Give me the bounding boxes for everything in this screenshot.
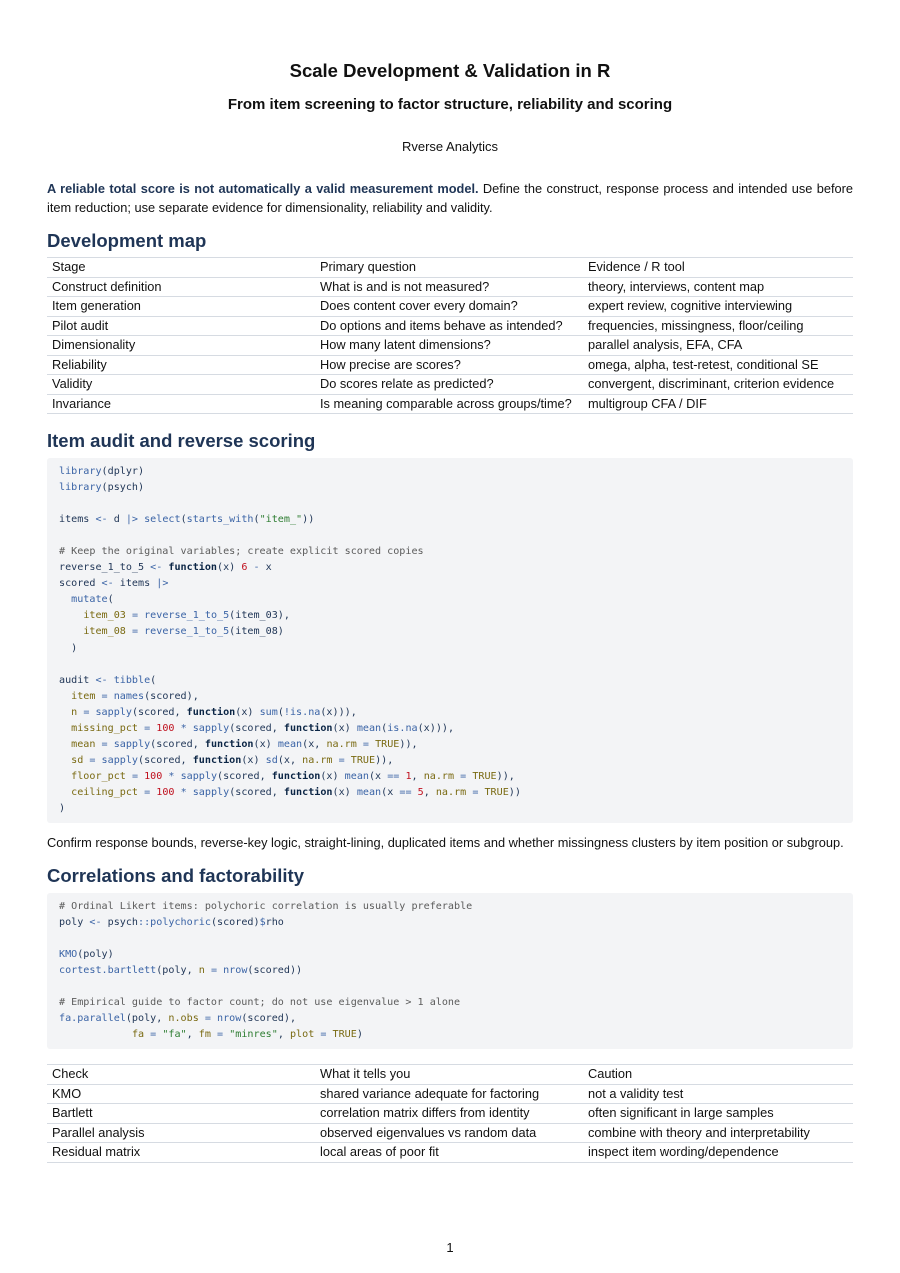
table-cell: not a validity test <box>583 1084 853 1104</box>
table-cell: inspect item wording/dependence <box>583 1143 853 1163</box>
document-subtitle: From item screening to factor structure, reliability and scoring <box>227 96 673 113</box>
table-header-cell: What it tells you <box>315 1065 583 1085</box>
table-cell: How many latent dimensions? <box>315 336 583 356</box>
table-row <box>47 1084 853 1104</box>
table-cell: shared variance adequate for factoring <box>315 1084 583 1104</box>
page-number: 1 <box>446 1240 454 1255</box>
table-cell: Validity <box>47 375 315 395</box>
table-cell: Dimensionality <box>47 336 315 356</box>
table-cell: Bartlett <box>47 1104 315 1124</box>
table-cell: observed eigenvalues vs random data <box>315 1123 583 1143</box>
table-row <box>47 355 853 375</box>
table-cell: Reliability <box>47 355 315 375</box>
table-cell: KMO <box>47 1084 315 1104</box>
table-row <box>47 336 853 356</box>
table-cell: combine with theory and interpretability <box>583 1123 853 1143</box>
table-cell: parallel analysis, EFA, CFA <box>583 336 853 356</box>
lead-text: Define the construct, response process and intended use before item reduction; use separate evidence for dimensionality, reliability and validity. <box>47 181 853 215</box>
lead-bold: A reliable total score is not automatically a valid measurement model. <box>47 181 479 196</box>
table-row <box>47 394 853 414</box>
table-header-row <box>47 1065 853 1085</box>
table-cell: Is meaning comparable across groups/time? <box>315 394 583 414</box>
table-cell: What is and is not measured? <box>315 277 583 297</box>
table-row <box>47 277 853 297</box>
document-author: Rverse Analytics <box>401 139 499 154</box>
table-row <box>47 316 853 336</box>
table-cell: Construct definition <box>47 277 315 297</box>
table-cell: Do options and items behave as intended? <box>315 316 583 336</box>
table-cell: Does content cover every domain? <box>315 297 583 317</box>
table-cell: Item generation <box>47 297 315 317</box>
table-cell: Pilot audit <box>47 316 315 336</box>
table-row <box>47 375 853 395</box>
audit-note: Confirm response bounds, reverse-key logic, straight-lining, duplicated items and whether missingness clusters by item position or subgroup. <box>47 835 844 851</box>
table-cell: theory, interviews, content map <box>583 277 853 297</box>
table-header-cell: Stage <box>47 258 315 278</box>
table-header-row <box>47 258 853 278</box>
document-title: Scale Development & Validation in R <box>289 60 611 81</box>
factorability-check-table <box>47 1064 853 1163</box>
development-map-table <box>47 257 853 414</box>
section-heading-audit: Item audit and reverse scoring <box>47 430 316 451</box>
table-cell: omega, alpha, test-retest, conditional SE <box>583 355 853 375</box>
table-cell: Residual matrix <box>47 1143 315 1163</box>
document-page <box>47 0 853 1163</box>
table-cell: frequencies, missingness, floor/ceiling <box>583 316 853 336</box>
table-cell: multigroup CFA / DIF <box>583 394 853 414</box>
table-cell: Parallel analysis <box>47 1123 315 1143</box>
code-block-factorability: # Ordinal Likert items: polychoric correlation is usually preferable poly <- psych::polychoric(scored)$rho KMO(poly) cortest.bartlett(poly, n = nrow(scored)) # Empirical guide to factor count; do not use eigenvalue > 1 alone fa.parallel(poly, n.obs = nrow(scored), fa = "fa", fm = "minres", plot = TRUE) <box>47 893 853 1049</box>
table-header-cell: Caution <box>583 1065 853 1085</box>
table-cell: expert review, cognitive interviewing <box>583 297 853 317</box>
table-cell: Invariance <box>47 394 315 414</box>
table-cell: Do scores relate as predicted? <box>315 375 583 395</box>
table-row <box>47 1123 853 1143</box>
table-cell: How precise are scores? <box>315 355 583 375</box>
table-cell: convergent, discriminant, criterion evidence <box>583 375 853 395</box>
table-cell: often significant in large samples <box>583 1104 853 1124</box>
section-heading-correlations: Correlations and factorability <box>47 865 304 887</box>
table-header-cell: Evidence / R tool <box>583 258 853 278</box>
table-row <box>47 1143 853 1163</box>
lead-paragraph <box>47 179 853 217</box>
section-heading-map: Development map <box>47 230 207 251</box>
table-header-cell: Primary question <box>315 258 583 278</box>
code-block-item-audit: library(dplyr) library(psych) items <- d |> select(starts_with("item_")) # Keep the original variables; create explicit scored copies reverse_1_to_5 <- function(x) 6 - x scored <- items |> mutate( item_03 = reverse_1_to_5(item_03), item_08 = reverse_1_to_5(item_08) ) audit <- tibble( item = names(scored), n = sapply(scored, function(x) sum(!is.na(x))), missing_pct = 100 * sapply(scored, function(x) mean(is.na(x))), mean = sapply(scored, function(x) mean(x, na.rm = TRUE)), sd = sapply(scored, function(x) sd(x, na.rm = TRUE)), floor_pct = 100 * sapply(scored, function(x) mean(x == 1, na.rm = TRUE)), ceiling_pct = 100 * sapply(scored, function(x) mean(x == 5, na.rm = TRUE)) ) <box>47 458 853 823</box>
table-cell: local areas of poor fit <box>315 1143 583 1163</box>
table-header-cell: Check <box>47 1065 315 1085</box>
table-row <box>47 1104 853 1124</box>
table-cell: correlation matrix differs from identity <box>315 1104 583 1124</box>
table-row <box>47 297 853 317</box>
